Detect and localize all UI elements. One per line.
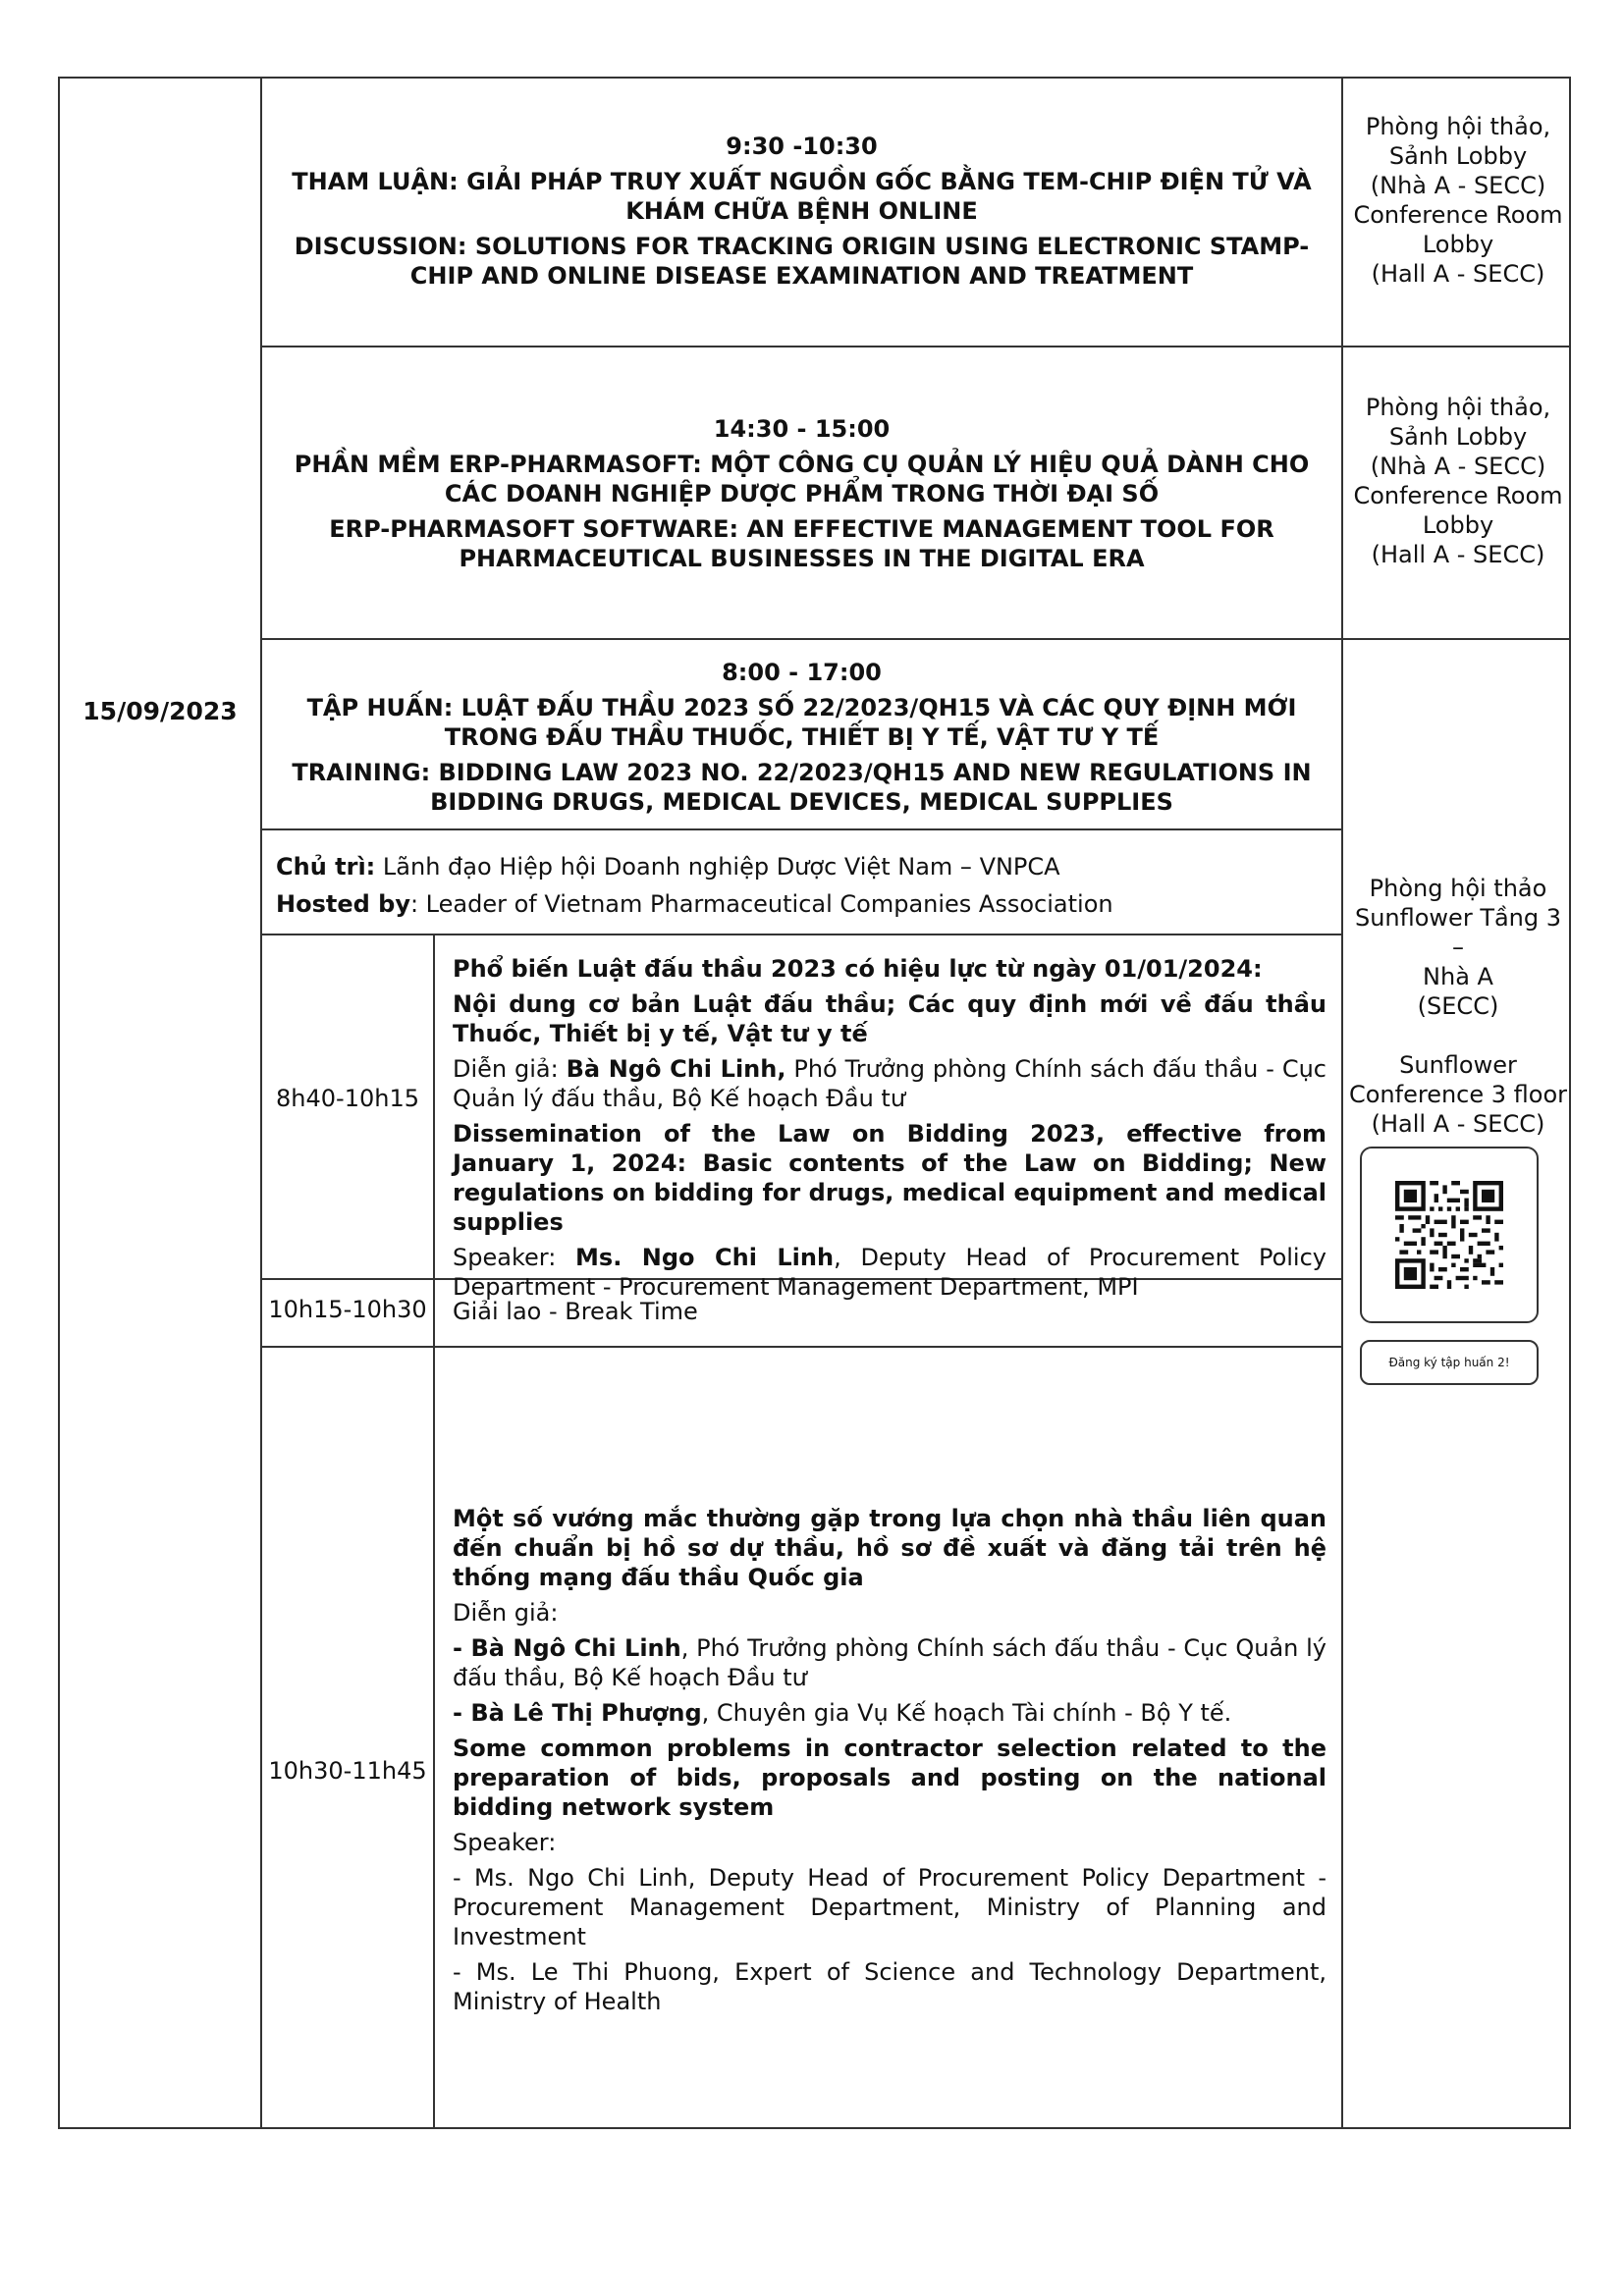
location-line: Phòng hội thảo, [1365,394,1551,421]
location-line: Phòng hội thảo [1369,875,1547,902]
location-line: Phòng hội thảo, [1365,113,1551,140]
session-1-title-vi: THAM LUẬN: GIẢI PHÁP TRUY XUẤT NGUỒN GỐC BẰNG TEM-CHIP ĐIỆN TỬ VÀ KHÁM CHỮA BỆNH ONLINE [292,168,1312,225]
agenda-3-speakers-vi-label: Diễn giả: [453,1599,559,1627]
row-divider-3 [260,828,1341,830]
speaker-name: Bà Ngô Chi Linh, [566,1055,786,1083]
agenda-1-time: 8h40-10h15 [276,1085,419,1112]
agenda-3-time: 10h30-11h45 [268,1757,427,1785]
register-training-button[interactable]: Đăng ký tập huấn 2! [1360,1340,1539,1385]
location-line: (Hall A - SECC) [1371,1110,1545,1138]
session-3-title-vi: TẬP HUẤN: LUẬT ĐẤU THẦU 2023 SỐ 22/2023/QH15 VÀ CÁC QUY ĐỊNH MỚI TRONG ĐẤU THẦU THUỐC, THIẾT BỊ Y TẾ, VẬT TƯ Y TẾ [306,694,1297,751]
location-spacer [1343,1021,1573,1050]
speaker-role: , Phó Trưởng phòng Chính sách đấu thầu - Cục Quản lý đấu thầu, Bộ Kế hoạch Đầu tư [453,1634,1326,1691]
agenda-3-speaker-1-en: - Ms. Ngo Chi Linh, Deputy Head of Procurement Policy Department - Procurement Management Department, Ministry of Planning and Investment [453,1864,1326,1950]
speaker-role: , Deputy Head of Procurement Policy Department - Procurement Management Department, MPI [453,1244,1326,1301]
location-line: (Nhà A - SECC) [1370,172,1546,199]
session-2-title-en: ERP-PHARMASOFT SOFTWARE: AN EFFECTIVE MANAGEMENT TOOL FOR PHARMACEUTICAL BUSINESSES IN THE DIGITAL ERA [329,515,1274,572]
session-2-time: 14:30 - 15:00 [713,415,891,443]
session-1-title-en: DISCUSSION: SOLUTIONS FOR TRACKING ORIGIN USING ELECTRONIC STAMP-CHIP AND ONLINE DISEASE EXAMINATION AND TREATMENT [294,233,1310,290]
host-block [276,848,1326,923]
agenda-1-title-en: Dissemination of the Law on Bidding 2023, effective from January 1, 2024: Basic contents of the Law on Bidding; New regulations on bidding for drugs, medical equipment and medical supplies [453,1120,1326,1236]
agenda-1-speaker-en [453,1243,1326,1302]
location-line: Sunflower Tầng 3 [1354,904,1562,932]
row-divider-6 [260,1346,1341,1348]
registration-qr-code[interactable] [1360,1147,1539,1323]
host-vi-label: Chủ trì: [276,853,376,881]
agenda-1-detail [453,954,1326,1308]
location-line: – [1452,934,1464,961]
session-2-title-vi: PHẦN MỀM ERP-PHARMASOFT: MỘT CÔNG CỤ QUẢN LÝ HIỆU QUẢ DÀNH CHO CÁC DOANH NGHIỆP DƯỢC PHẨM TRONG THỜI ĐẠI SỐ [294,451,1310,507]
session-3-location [1343,874,1573,1139]
speaker-name: - Bà Lê Thị Phượng [453,1699,702,1727]
agenda-1-title-vi-1: Phổ biến Luật đấu thầu 2023 có hiệu lực từ ngày 01/01/2024: [453,955,1263,983]
session-1-time: 9:30 -10:30 [726,133,878,160]
host-en-label: Hosted by [276,890,410,918]
agenda-3-speakers-en-label: Speaker: [453,1829,557,1856]
row-divider-4 [260,934,1341,935]
host-vi [276,848,1326,885]
event-date: 15/09/2023 [82,697,238,725]
speaker-label: Speaker: [453,1244,576,1271]
location-line: Conference 3 floor [1348,1081,1568,1108]
agenda-1-title-vi-2: Nội dung cơ bản Luật đấu thầu; Các quy định mới về đấu thầu Thuốc, Thiết bị y tế, Vật tư y tế [453,990,1326,1047]
agenda-2-text: Giải lao - Break Time [453,1298,698,1325]
agenda-3-title-vi: Một số vướng mắc thường gặp trong lựa chọn nhà thầu liên quan đến chuẩn bị hồ sơ dự thầu, hồ sơ đề xuất và đăng tải trên hệ thống mạng đấu thầu Quốc gia [453,1505,1326,1591]
location-line: (SECC) [1417,992,1499,1020]
location-line: Nhà A [1423,963,1493,990]
agenda-3-speaker-2-vi [453,1698,1326,1728]
row-divider-2 [260,638,1571,640]
host-vi-text: Lãnh đạo Hiệp hội Doanh nghiệp Dược Việt Nam – VNPCA [375,853,1060,881]
location-line: (Nhà A - SECC) [1370,453,1546,480]
agenda-time-divider [433,934,435,2127]
schedule-table [58,77,1571,2129]
agenda-3-speaker-2-en: - Ms. Le Thi Phuong, Expert of Science and Technology Department, Ministry of Health [453,1958,1326,2015]
session-3-title-en: TRAINING: BIDDING LAW 2023 NO. 22/2023/QH15 AND NEW REGULATIONS IN BIDDING DRUGS, MEDICAL DEVICES, MEDICAL SUPPLIES [292,759,1312,816]
agenda-3-title-en: Some common problems in contractor selection related to the preparation of bids, proposals and posting on the national bidding network system [453,1735,1326,1821]
speaker-label: Diễn giả: [453,1055,567,1083]
session-1-location [1343,112,1573,289]
location-line: Conference Room [1353,482,1563,509]
qr-code-icon [1395,1181,1503,1289]
session-3 [262,658,1341,823]
agenda-1-speaker-vi [453,1054,1326,1113]
agenda-3-speaker-1-vi [453,1633,1326,1692]
speaker-role: Phó Trưởng phòng Chính sách đấu thầu - Cục Quản lý đấu thầu, Bộ Kế hoạch Đầu tư [453,1055,1327,1112]
location-line: Lobby [1422,511,1494,539]
session-2 [262,414,1341,579]
location-line: (Hall A - SECC) [1371,260,1545,288]
location-line: Lobby [1422,231,1494,258]
session-1 [262,132,1341,296]
row-divider-1 [260,346,1571,347]
location-line: (Hall A - SECC) [1371,541,1545,568]
location-line: Sunflower [1399,1051,1517,1079]
speaker-name: Ms. Ngo Chi Linh [575,1244,835,1271]
location-line: Sảnh Lobby [1388,142,1528,170]
speaker-name: - Bà Ngô Chi Linh [453,1634,681,1662]
agenda-2-time: 10h15-10h30 [268,1296,427,1323]
session-3-time: 8:00 - 17:00 [722,659,882,686]
host-en [276,885,1326,923]
speaker-role: , Chuyên gia Vụ Kế hoạch Tài chính - Bộ Y tế. [701,1699,1232,1727]
session-2-location [1343,393,1573,569]
location-line: Conference Room [1353,201,1563,229]
agenda-3-detail [453,1504,1326,2022]
host-en-text: : Leader of Vietnam Pharmaceutical Companies Association [409,890,1113,918]
location-line: Sảnh Lobby [1388,423,1528,451]
